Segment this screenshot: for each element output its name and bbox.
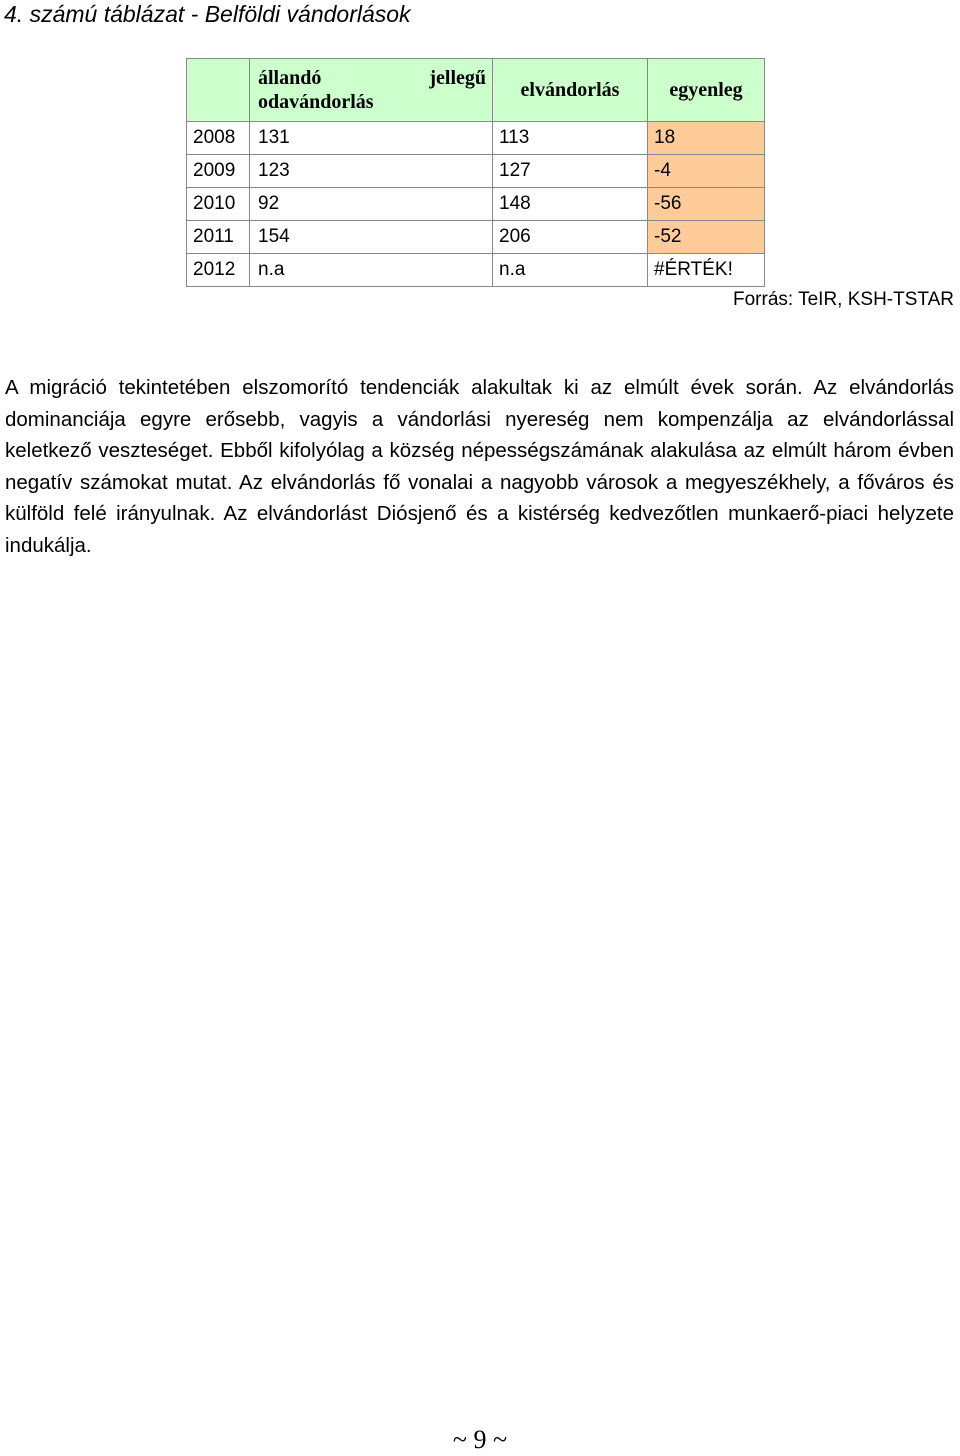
- cell-odavandorlas: 131: [250, 122, 493, 155]
- header-odavandorlas-word1: állandó: [258, 67, 322, 89]
- cell-egyenleg: -4: [648, 155, 765, 188]
- cell-odavandorlas: 123: [250, 155, 493, 188]
- cell-year: 2012: [187, 254, 250, 287]
- cell-egyenleg: -52: [648, 221, 765, 254]
- cell-elvandorlas: 127: [493, 155, 648, 188]
- cell-elvandorlas: 148: [493, 188, 648, 221]
- cell-egyenleg: #ÉRTÉK!: [648, 254, 765, 287]
- cell-elvandorlas: 206: [493, 221, 648, 254]
- table-row: [187, 122, 765, 155]
- table-row: [187, 155, 765, 188]
- cell-year: 2008: [187, 122, 250, 155]
- header-odavandorlas-word3: odavándorlás: [258, 91, 374, 113]
- cell-elvandorlas: 113: [493, 122, 648, 155]
- cell-year: 2010: [187, 188, 250, 221]
- table-row: [187, 221, 765, 254]
- cell-year: 2011: [187, 221, 250, 254]
- table-row: [187, 188, 765, 221]
- table-caption: 4. számú táblázat - Belföldi vándorlások: [4, 1, 411, 27]
- cell-odavandorlas: 154: [250, 221, 493, 254]
- table-row: [187, 254, 765, 287]
- page-number: ~ 9 ~: [452, 1425, 508, 1454]
- migration-table: [186, 58, 765, 287]
- table-header-row: [187, 59, 765, 122]
- cell-egyenleg: 18: [648, 122, 765, 155]
- cell-elvandorlas: n.a: [493, 254, 648, 287]
- cell-odavandorlas: 92: [250, 188, 493, 221]
- cell-year: 2009: [187, 155, 250, 188]
- cell-egyenleg: -56: [648, 188, 765, 221]
- source-note: Forrás: TeIR, KSH-TSTAR: [733, 289, 954, 310]
- header-odavandorlas: [250, 59, 493, 122]
- cell-odavandorlas: n.a: [250, 254, 493, 287]
- header-egyenleg: egyenleg: [648, 59, 765, 122]
- header-year: [187, 59, 250, 122]
- header-odavandorlas-word2: jellegű: [429, 67, 486, 89]
- header-elvandorlas: elvándorlás: [493, 59, 648, 122]
- body-paragraph: A migráció tekintetében elszomorító tendenciák alakultak ki az elmúlt évek során. Az elvándorlás dominanciája egyre erősebb, vagyis a vándorlási nyereség nem kompenzálja az elvándorlással keletkező veszteséget. Ebből kifolyólag a község népességszámának alakulása az elmúlt három évben negatív számokat mutat. Az elvándorlás fő vonalai a nagyobb városok a megyeszékhely, a főváros és külföld felé irányulnak. Az elvándorlást Diósjenő és a kistérség kedvezőtlen munkaerő-piaci helyzete indukálja.: [5, 376, 954, 557]
